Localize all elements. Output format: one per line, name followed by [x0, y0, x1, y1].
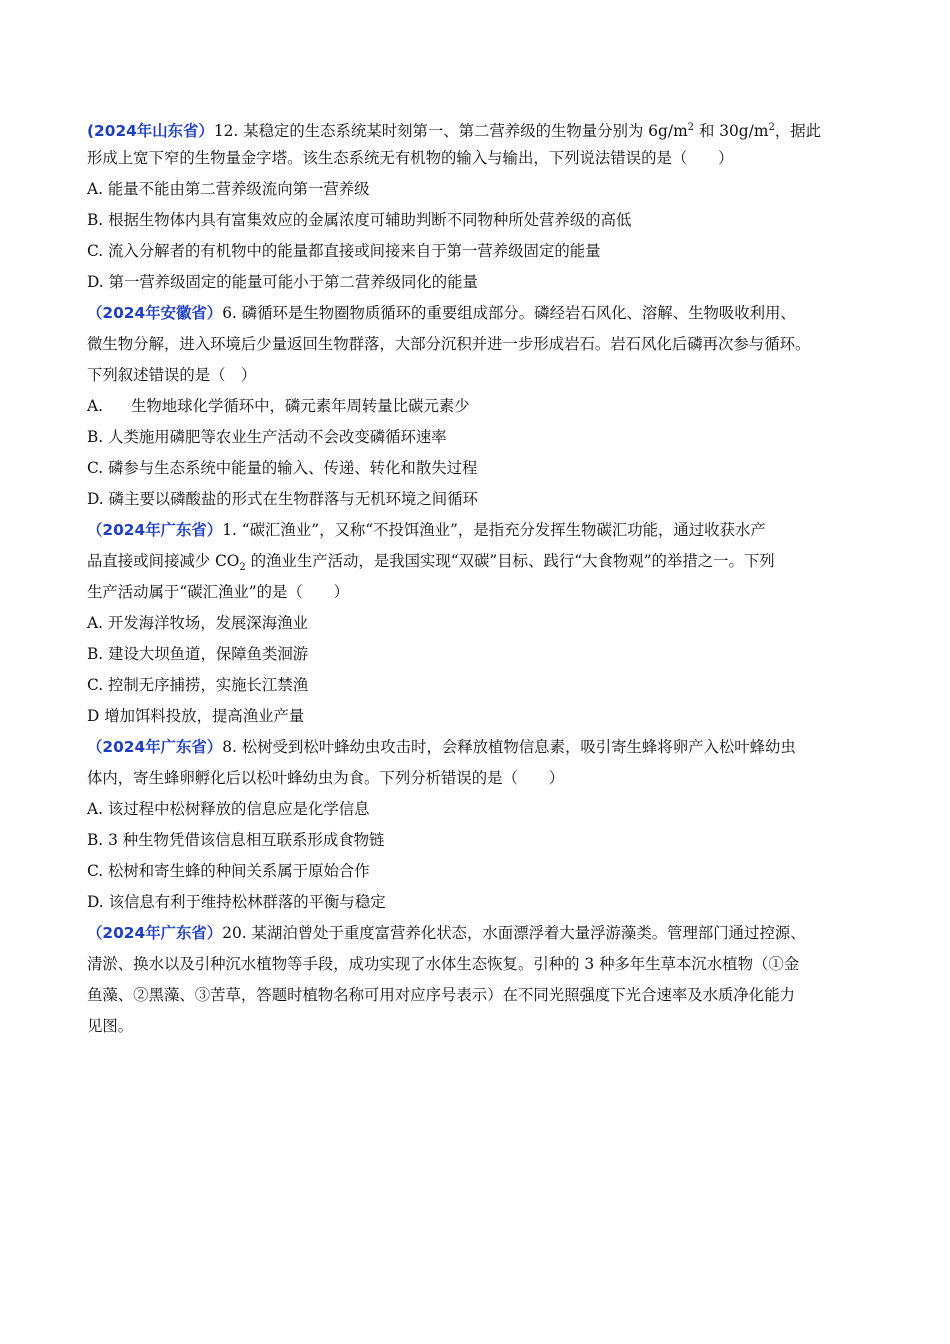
- question-stem-line: 清淤、换水以及引种沉水植物等手段，成功实现了水体生态恢复。引种的 3 种多年生草本沉水植物（①金: [87, 955, 800, 973]
- question-stem-line: （2024年安徽省）6. 磷循环是生物圈物质循环的重要组成部分。磷经岩石风化、溶解、生物吸收利用、: [87, 304, 796, 322]
- question-source: （2024年广东省）: [87, 924, 223, 942]
- option-a: A. 开发海洋牧场，发展深海渔业: [87, 614, 308, 632]
- question-anhui-6: [87, 298, 867, 515]
- option-c: C. 控制无序捕捞，实施长江禁渔: [87, 676, 309, 694]
- option-d: D 增加饵料投放，提高渔业产量: [87, 707, 305, 725]
- question-stem-line: 形成上宽下窄的生物量金字塔。该生态系统无有机物的输入与输出，下列说法错误的是（ ）: [87, 149, 734, 167]
- option-a: A. 该过程中松树释放的信息应是化学信息: [87, 800, 370, 818]
- question-stem-line: （2024年广东省）20. 某湖泊曾处于重度富营养化状态，水面漂浮着大量浮游藻类。管理部门通过控源、: [87, 924, 806, 942]
- question-guangdong-20: [87, 918, 867, 1042]
- question-source: (2024年山东省）: [87, 122, 214, 141]
- question-source: （2024年广东省）: [87, 521, 223, 539]
- option-a: A. 生物地球化学循环中，磷元素年周转量比碳元素少: [87, 397, 470, 415]
- question-stem-line: 生产活动属于“碳汇渔业”的是（ ）: [87, 583, 349, 601]
- question-stem-line: 见图。: [87, 1017, 134, 1035]
- document-page: [87, 112, 867, 1042]
- question-stem-line: 下列叙述错误的是（ ）: [87, 366, 257, 384]
- option-d: D. 第一营养级固定的能量可能小于第二营养级同化的能量: [87, 273, 478, 291]
- option-c: C. 流入分解者的有机物中的能量都直接或间接来自于第一营养级固定的能量: [87, 242, 601, 260]
- option-b: B. 人类施用磷肥等农业生产活动不会改变磷循环速率: [87, 428, 447, 446]
- question-stem-line: （2024年广东省）1. “碳汇渔业”，又称“不投饵渔业”，是指充分发挥生物碳汇功能，通过收获水产: [87, 521, 766, 539]
- option-d: D. 该信息有利于维持松林群落的平衡与稳定: [87, 893, 386, 911]
- option-c: C. 磷参与生态系统中能量的输入、传递、转化和散失过程: [87, 459, 478, 477]
- question-shandong-12: [87, 112, 867, 298]
- question-guangdong-1: [87, 515, 867, 732]
- question-stem-line: 体内，寄生蜂卵孵化后以松叶蜂幼虫为食。下列分析错误的是（ ）: [87, 769, 565, 787]
- option-b: B. 根据生物体内具有富集效应的金属浓度可辅助判断不同物种所处营养级的高低: [87, 211, 632, 229]
- option-a: A. 能量不能由第二营养级流向第一营养级: [87, 180, 370, 198]
- question-stem-line: （2024年广东省）8. 松树受到松叶蜂幼虫攻击时，会释放植物信息素，吸引寄生蜂将卵产入松叶蜂幼虫: [87, 738, 796, 756]
- question-source: （2024年安徽省）: [87, 304, 223, 322]
- question-stem-line: (2024年山东省）12. 某稳定的生态系统某时刻第一、第二营养级的生物量分别为 $6g/m^2$ 和 $30g/m^2$，据此: [87, 122, 821, 141]
- option-b: B. 建设大坝鱼道，保障鱼类洄游: [87, 645, 309, 663]
- question-stem-line: 鱼藻、②黑藻、③苦草，答题时植物名称可用对应序号表示）在不同光照强度下光合速率及水质净化能力: [87, 986, 795, 1004]
- question-stem-line: 微生物分解，进入环境后少量返回生物群落，大部分沉积并进一步形成岩石。岩石风化后磷再次参与循环。: [87, 335, 811, 353]
- option-d: D. 磷主要以磷酸盐的形式在生物群落与无机环境之间循环: [87, 490, 478, 508]
- question-stem-line: 品直接或间接减少 $CO_2$ 的渔业生产活动，是我国实现“双碳”目标、践行“大食物观”的举措之一。下列: [87, 552, 775, 574]
- question-guangdong-8: [87, 732, 867, 918]
- option-b: B. 3 种生物凭借该信息相互联系形成食物链: [87, 831, 385, 849]
- option-c: C. 松树和寄生蜂的种间关系属于原始合作: [87, 862, 370, 880]
- question-source: （2024年广东省）: [87, 738, 223, 756]
